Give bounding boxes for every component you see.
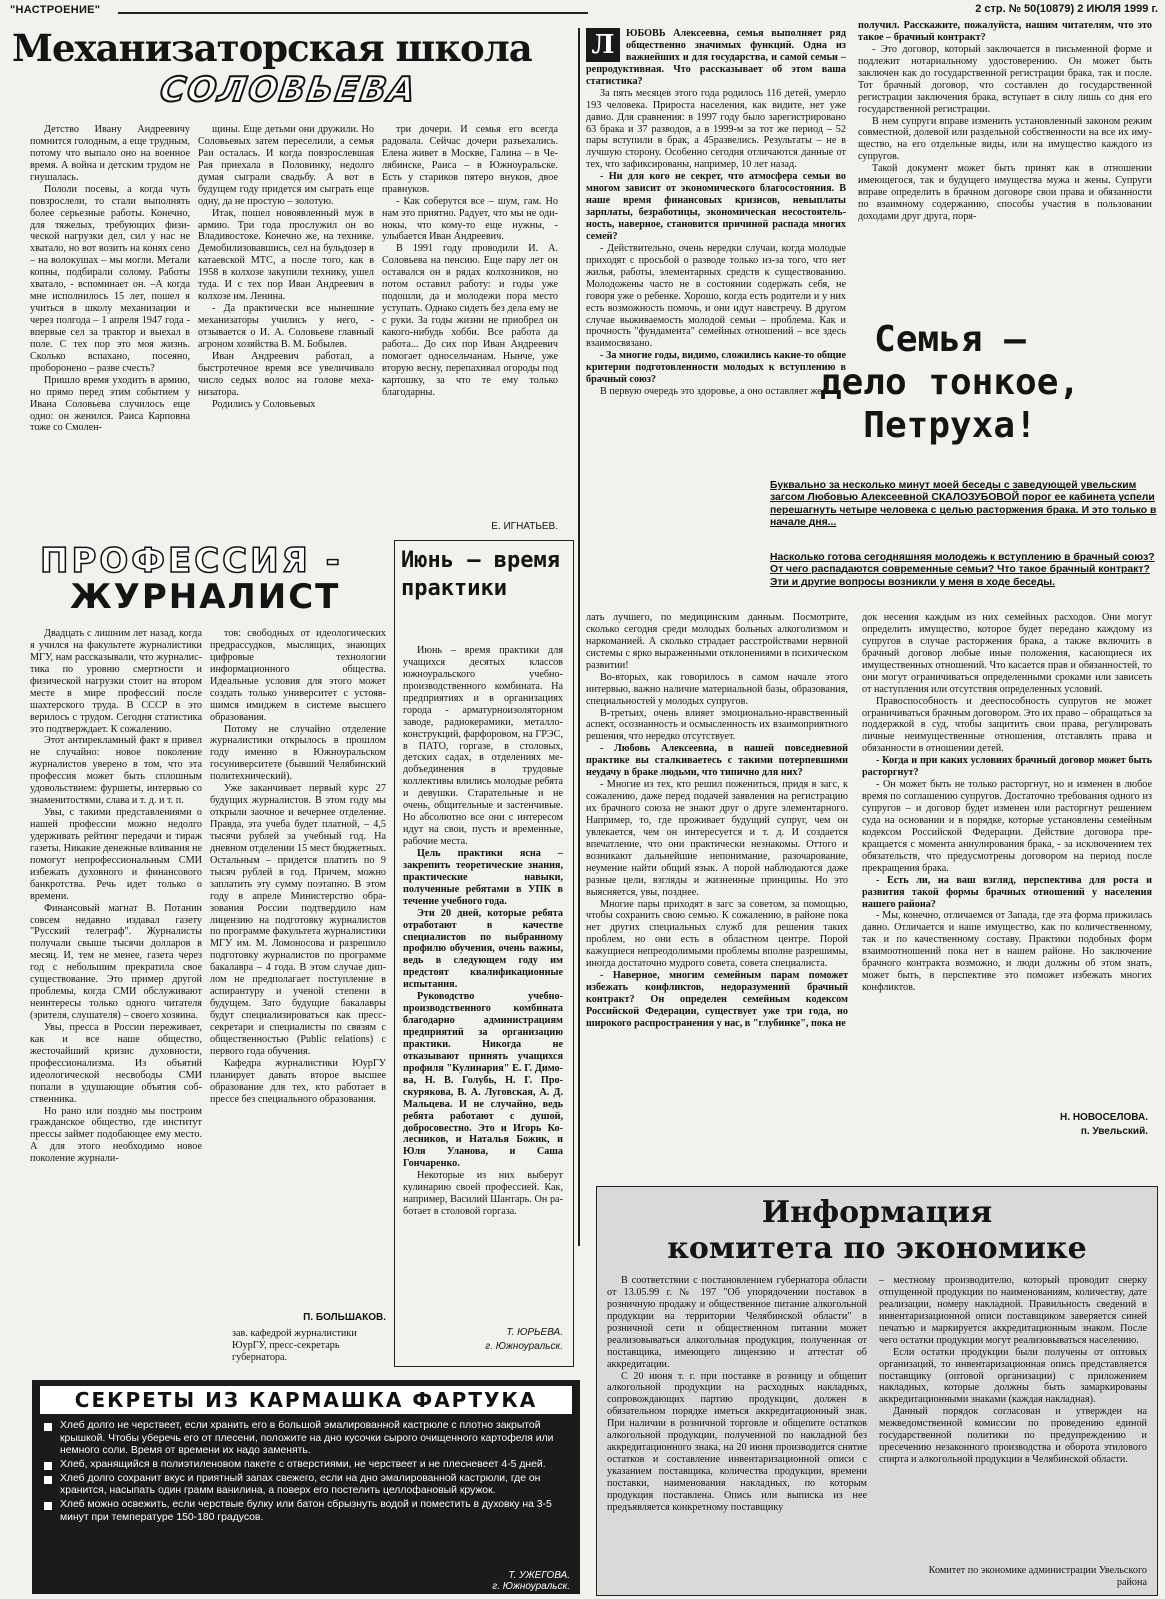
paragraph: В соответствии с постановлением губернатора области от 13.05.99 г. № 197 "Об упорядочении поставок в розничную продажу и общественное питание алкогольной продукции на территории Челябинской области" в розничной сети и общественном питании может реализовываться алкогольная продукция, полученная от поставщика, имеющего лицензию и аттестат об аккредитации. bbox=[607, 1275, 867, 1370]
apron-tips-list bbox=[42, 1420, 570, 1570]
paragraph: Итак, пошел новоявленный муж в армию. Три года прослужил он во Владивостоке. Конечно же, на технике. Демобилизовавшись, сел на бульдозер в катаевской МТС, а после того, как в 1958 в колхозе закупили технику, ушел туда. И с тех пор Иван Андреевич в колхозе им. Ленина. bbox=[198, 207, 374, 303]
family-column-1b bbox=[586, 612, 848, 1130]
journalist-title-bottom: ЖУРНАЛИСТ bbox=[70, 577, 341, 617]
paragraph: - Да практически все нынешние механизаторы учились у него, - отзывается о И. А. Соловьеве главный агроном хозяйства В. М. Бобылев. bbox=[198, 303, 374, 350]
paragraph: - Это договор, который заключается в письменной форме и подлежит нотариальному удостоверению. Он может быть заключен как до государственной регистрации брака, так и после. Тот брачный договор, что составлен до государственной регистрации заключения брака, вступает в силу лишь со дня его государственной регистрации. bbox=[858, 43, 1152, 115]
economy-box bbox=[596, 1186, 1158, 1596]
paragraph: - Есть ли, на ваш взгляд, перспектива для роста и развития такой формы брачных отношений у населения нашего района? bbox=[862, 874, 1152, 910]
paragraph: - Любовь Алексеевна, в нашей повседневной практике вы сталкиваетесь с такими потерпевшими неудачу в браке людьми, что типично для них? bbox=[586, 743, 848, 779]
drop-cap: Л bbox=[586, 28, 620, 62]
paragraph: - Он может быть не только расторгнут, но и изменен в любое время по соглашению супругов. Достаточно требования одного из супругов – и договор будет изменен или расторгнут решением суда на основании и в порядке, которые установлены семейным кодексом Российской Федерации. Действие договора прекращается с момента аннулирования брака, - за исключением тех обязательств, что предусмотрены договором на период после прекращения брака. bbox=[862, 779, 1152, 874]
paragraph: В первую очередь это здоровье, а оно оставляет же- bbox=[600, 386, 826, 398]
paragraph: тов: свободных от идеологических предрассудков, мыслящих, знающих цифровые технологии информационного общества. Идеальные условия для этого может создать только университет с устоявшимся имиджем в системе высшего образования. bbox=[210, 628, 386, 723]
paragraph: Данный порядок согласован и утвержден на межведомственной комиссии по проведению единой государственной политики по предупреждению и пресечению незаконного производства и оборота этилового спирта и алкогольной продукции в Челябинской области. bbox=[879, 1406, 1147, 1466]
paragraph: Цель практики ясна – закрепить теоретические знания, практические навыки, полученные ребятами в УПК в течение учебного года. bbox=[403, 847, 563, 907]
header-rule bbox=[118, 12, 588, 14]
family-byline: Н. НОВОСЕЛОВА. bbox=[1060, 1112, 1148, 1123]
list-item: Хлеб можно освежить, если черствые булку или батон сбрызнуть водой и поместить в духовку на 3-5 минут при температуре 150-180 градусов. bbox=[42, 1499, 570, 1524]
june-byline: Т. ЮРЬЕВА. bbox=[506, 1327, 563, 1338]
journalist-byline-position: зав. кафедрой журналистики ЮурГУ, пресс-секретарь губернатора. bbox=[232, 1328, 357, 1364]
paragraph: - За многие годы, видимо, сложились какие-то общие критерии подготовленности молодых к вступлению в брачный союз? bbox=[586, 350, 846, 386]
paragraph: получил. Расскажите, пожалуйста, нашим читателям, что это такое – брачный контракт? bbox=[858, 20, 1152, 43]
school-column-2 bbox=[198, 124, 374, 536]
school-title: Механизаторская школа bbox=[12, 30, 532, 70]
paragraph: Увы, пресса в России переживает, как и все наше общество, жесточайший кризис духовности, профессионализма. Из объятий идеологической несвободы СМИ попали в удушающие объятия собственника. bbox=[30, 1021, 202, 1105]
paragraph: - Когда и при каких условиях брачный договор может быть расторгнут? bbox=[862, 755, 1152, 779]
apron-tips-byline: Т. УЖЕГОВА. bbox=[508, 1570, 570, 1581]
paragraph: - Как соберутся все – шум, гам. Но нам это приятно. Радует, что мы не одинокы, что кому-то еще нужны, - улыбается Иван Андреевич. bbox=[382, 195, 558, 243]
paragraph: Во-вторых, как говорилось в самом начале этого интервью, важно наличие материальной базы, образования, специальностей у молодых супругов. bbox=[586, 671, 848, 707]
paragraph: Руководство учебнопроизводственного комбината благодарно администрациям предприятий за организацию практики. Никогда не отказывают принять учащихся профиля "Кулинария" Е. Г. Димова, Н. В. Голубь, Н. Г. Проскурякова, В. А. Луговская, А. Д. Мальцева. И не случайно, ведь ребята работают с душой, добросовестно. Это и Игорь Колесников, и Наталья Божик, и Юля Уланова, и Саша Гончаренко. bbox=[403, 991, 563, 1170]
family-column-2b bbox=[862, 612, 1152, 1108]
headline-line: Семья – bbox=[874, 319, 1026, 360]
economy-column-1 bbox=[607, 1275, 867, 1587]
june-body bbox=[403, 645, 563, 1321]
list-item: Хлеб долго не черствеет, если хранить его в большой эмалированной кастрюле с плотно закрытой крышкой. Чтобы уберечь его от плесени, положите на дно кусочки сырого очищенного картофеля или немного соли. Время от времени их надо заменять. bbox=[42, 1420, 570, 1458]
paragraph: - Действительно, очень нередки случаи, когда молодые приходят с просьбой о разводе только из-за того, что нет жилья, работы, элементарных средств к существованию. Молодожены часто не в состоянии содержать себя, не говоря уже о ребенке. Хорошо, когда есть родители и у них есть возможность помочь, и они идут навстречу. В другом случае выживаемость молодой семьи – проблема. Как и прочность "фундамента" семейных отношений – все здесь взаимосвязано. bbox=[586, 242, 846, 350]
paragraph: Этот антирекламный факт я привел не случайно: новое поколение журналистов уверено в том, что эта профессия может быть сплошным удовольствием: фуршеты, интервью со знаменитостями, слава и т. д. и т. п. bbox=[30, 735, 202, 807]
school-byline: Е. ИГНАТЬЕВ. bbox=[491, 521, 558, 532]
paragraph: В 1991 году проводили И. А. Соловьева на пенсию. Еще пару лет он оставался он в рядах колхозников, но потом оставил работу: и годы уже подошли, да и молодежи пора место уступать. Однако сидеть без дела ему не с руки. За годы жизни не приобрел он какого-нибудь хобби. Все работа да работа... До сих пор Иван Андреевич помогает односельчанам. Нынче, уже вторую весну, перепахивал огороды под картошку, за что те ему только благодарны. bbox=[382, 243, 558, 398]
journalist-byline: П. БОЛЬШАКОВ. bbox=[303, 1312, 386, 1323]
paragraph: В-третьих, очень влияет эмоционально-нравственный аспект, осознанность и осмысленность их взаимоприятного решения, что нередко отсутствует. bbox=[586, 707, 848, 743]
paragraph: док несения каждым из них семейных расходов. Они могут определить имущество, которое будет передано каждому из супругов в случае расторжения брака, а также включить в брачный договор любые иные положения, касающиеся их имущественных отношений. Что касается прав и обязанностей, то они могут ограничиваться определенными сроками или зависеть от наступления или отсутствия определенных условий. bbox=[862, 612, 1152, 695]
paragraph: Потому не случайно отделение журналистики открылось в прошлом году именно в Южноуральском госуниверситете (бывший Челябинский политехнический). bbox=[210, 723, 386, 783]
paragraph: Пришло время уходить в армию, но прямо перед этим событием у Ивана Соловьева случилось еще одно: он женился. Раиса Карповна тоже со Смолен- bbox=[30, 374, 190, 434]
paragraph: ЮБОВЬ Алексеевна, семья выполняет ряд общественно значимых функций. Одна из важнейших и для государства, и самой семьи – репродуктивная. Что рассказывает об этом ваша статистика? bbox=[586, 28, 846, 87]
paragraph: - Многие из тех, кто решил пожениться, придя в загс, к сожалению, даже перед подачей заявления на регистрацию их брачного союза не знают друг о друге элементарного. Например, то, где проживает будущий супруг, чем он увлекается, чем он интересуется и т. д. И создается впечатление, что они практически незнакомы. Оттого и возникают дальнейшие непонимание, разочарование, неумение найти общий язык. А порой наблюдаются даже разные цели, взгляды и жизненные принципы. Но это выясняется, увы, позднее. bbox=[586, 779, 848, 898]
paragraph: Такой документ может быть принят как в отношении имеющегося, так и будущего имущества мужа и жены. Супруги вправе определить в брачном договоре свои права и обязанности по взаимному содержанию, способы участия в пользовании доходами друг друга, поря- bbox=[858, 163, 1152, 222]
section-kicker: "НАСТРОЕНИЕ" bbox=[10, 4, 101, 16]
list-item: Хлеб, хранящийся в полиэтиленовом пакете с отверстиями, не черствеет и не плесневеет 4-5 дней. bbox=[42, 1459, 570, 1472]
school-subtitle: СОЛОВЬЕВА bbox=[157, 70, 420, 110]
paragraph: - Наверное, многим семейным парам поможет избежать конфликтов, недоразумений брачный контракт? Он определен семейным кодексом Российской Федерации, существует уже три года, но широкого распространения у нас, в "глубинке", пока не bbox=[586, 970, 848, 1029]
june-box bbox=[394, 540, 574, 1367]
apron-tips-byline-place: г. Южноуральск. bbox=[492, 1581, 570, 1592]
paragraph: щины. Еще детьми они дружили. Но Соловьевых затем переселили, а семья Раи осталась. И когда повзрослевшая Рая приехала в Половинку, недолго думая сыграли свадьбу. А вот в будущем году придется им сыграть еще одну, да не простую – золотую. bbox=[198, 124, 374, 207]
economy-column-2 bbox=[879, 1275, 1147, 1565]
family-column-2 bbox=[858, 20, 1152, 320]
economy-byline: Комитет по экономике администрации Увельского района bbox=[928, 1565, 1147, 1589]
paragraph: Кафедра журналистики ЮурГУ планирует давать второе высшее образование для тех, кто работает в прессе без специального образования. bbox=[210, 1057, 386, 1105]
paragraph: Если остатки продукции были получены от оптовых организаций, то инвентаризационная опись представляется поставщику (оптовой организации) с приложением накладных, которые должны быть замаркированы аккредитационными знаками (каждая накладная). bbox=[879, 1346, 1147, 1406]
list-item: Хлеб долго сохранит вкус и приятный запах свежего, если на дно эмалированной кастрюли, где он хранится, насыпать один грамм ванилина, а поверх его постелить целлофановый кружок. bbox=[42, 1473, 570, 1498]
paragraph: Но рано или поздно мы построим гражданское общество, где институт прессы займет подобающее ему место. А для этого необходимо новое поколение журнали- bbox=[30, 1105, 202, 1165]
paragraph: Увы, с такими представлениями о нашей профессии можно недолго удерживать рейтинг передачи и тираж газеты. Никакие денежные вливания не помогут непрофессиональным СМИ избежать духовного и финансового банкротства. Речь идет только о времени. bbox=[30, 807, 202, 902]
paragraph: С 20 июня т. г. при поставке в розницу и общепит алкогольной продукции на расходных накладных, сопровождающих партию продукции, должен в обязательном порядке иметься аккредитационный знак. При наличии в розничной торговле и общепите остатков алкогольной продукции, полученной по накладной без аккредитационного знака, на 20 июня производится снятие остатков и составление инвентаризационной описи с указанием поставщика, количества продукции, времени поставки, наименования накладных, по которым продукция поставлена. Опись или выписка из нее предъявляется конкретному поставщику bbox=[607, 1370, 867, 1513]
paragraph: Финансовый магнат В. Потанин совсем недавно издавал газету "Русский телеграф". Журналисты получали свыше тысячи долларов в месяц. И, тем не менее, газета через год с небольшим прекратила свое существование. Это пример другой проблемы, когда СМИ обслуживают неинтересы только одного читателя (зрителя, слушателя) – своего хозяина. bbox=[30, 902, 202, 1021]
headline-line: Петруха! bbox=[863, 405, 1037, 447]
economy-subtitle: комитета по экономике bbox=[667, 1231, 1087, 1266]
june-title: Июнь – время практики bbox=[401, 548, 560, 601]
june-byline-place: г. Южноуральск. bbox=[485, 1341, 563, 1352]
paragraph: Уже заканчивает первый курс 27 будущих журналистов. В этом году мы открыли заочное и вечернее отделение. Правда, эта учеба будет платной, – 4,5 тысячи рублей за учебный год. На дневном отделении 15 мест бюджетных. Остальным – придется платить по 9 тысяч рублей в год. Причем, можно заплатить эту сумму поэтапно. В этом году в апреле Министерство образования России подтвердило нам лицензию на подготовку журналистов по программе факультета журналистики МГУ им. М. Ломоносова и разрешило подготовку журналистов по программе бакалавра – 4 года. В этом случае диплом не предполагает поступление в аспирантуру и ученой степени в будущем. Зато будущие бакалавры будут специализироваться как пресссекретари и специалисты по связям с общественностью (Public relations) с первого года обучения. bbox=[210, 783, 386, 1057]
paragraph: Иван Андреевич работал, а быстротечное время все увеличивало число седых волос на голове механизатора. bbox=[198, 350, 374, 398]
paragraph: – местному производителю, который проводит сверку отпущенной продукции по наименованиям, количеству, дате реализации, номеру накладной. Правильность сведений в инвентаризационной описи поставщиком заверяется синей печатью и маркируется аккредитационным знаком. После чего остатки продукции могут реализовываться населению. bbox=[879, 1275, 1147, 1346]
apron-tips-box bbox=[32, 1380, 580, 1594]
paragraph: Правоспособность и дееспособность супругов не может ограничиваться брачным договором. Это их право – обращаться за поддержкой в суд, чтобы защитить свои права, регулировать личные неимущественные отношения, отставлять права и обязанности в отношении детей. bbox=[862, 695, 1152, 755]
column-divider bbox=[578, 28, 580, 1246]
paragraph: Некоторые из них выберут кулинарию своей профессией. Как, например, Василий Шантарь. Он работает в столовой горгаза. bbox=[403, 1170, 563, 1218]
paragraph: Эти 20 дней, которые ребята отработают в качестве специалистов по выбранному профилю обучения, очень важны, ведь в следующем году им предстоят квалификационные испытания. bbox=[403, 907, 563, 991]
journalist-column-1 bbox=[30, 628, 202, 1368]
paragraph: Детство Ивану Андреевичу помнится голодным, а еще трудным, потому что выпало оно на военное время. А война и детским трудом не гнушалась. bbox=[30, 124, 190, 183]
journalist-title-top: ПРОФЕССИЯ - bbox=[40, 541, 343, 581]
family-headline bbox=[740, 318, 1160, 468]
economy-title: Информация bbox=[761, 1195, 993, 1230]
paragraph: Двадцать с лишним лет назад, когда я учился на факультете журналистики МГУ, нам рассказывали, что журналистика по уровню смертности и физической нагрузки стоит на втором месте в мире профессий после шахтерского труда. В СССР в это верилось с трудом. Сегодня статистика это подтверждает. К сожалению. bbox=[30, 628, 202, 735]
paragraph: три дочери. И семья его всегда радовала. Сейчас дочери разъехались. Елена живет в Москве, Галина – в Челябинске, Раиса – в Южноуральске. Есть у стариков пятеро внуков, двое правнуков. bbox=[382, 124, 558, 195]
journalist-column-2 bbox=[210, 628, 386, 1268]
school-column-1 bbox=[30, 124, 190, 536]
family-lead-1: Буквально за несколько минут моей беседы с заведующей увельским загсом Любовью Алексеевной СКАЛОЗУБОВОЙ порог ее кабинета успели перешагнуть четыре человека с целью расторжения брака. И это только в начале дня... bbox=[770, 480, 1157, 529]
paragraph: Июнь – время практики для учащихся десятых классов южноуральского учебно-производственного комбината. На предприятиях и в организациях города - арматурноизоляторном заводе, радиокерамики, металлоконструкций, фарфоровом, на ГРЭС, в ПАТО, горгазе, в столовых, детских садах, в отделениях медобъединения в трудовые коллективы влились молодые ребята и девушки. Старательные и не очень, общительные и застенчивые. Но абсолютно все они с интересом идут на свои, пусть и временные, рабочие места. bbox=[403, 645, 563, 847]
paragraph: Пололи посевы, а когда чуть повзрослели, то стали выполнять более серьезные работы. Конечно, для тяжелых, требующих физической нагрузки дел, сил у нас не хватало, но вот возить на конях сено – на волокушах – мы могли. Метали копны, подбирали солому. Работы хватало, - вспоминает он. –А когда мне исполнилось 15 лет, пошел я учиться в школу механизации и через полгода – 1 апреля 1947 года - впервые сел за трактор и выехал в поле. С тех пор это моя жизнь. Сколько вспахано, посеяно, проборонено – разве счесть? bbox=[30, 183, 190, 374]
paragraph: В нем супруги вправе изменить установленный законом режим совместной, долевой или раздельной собственности на все их имущество, на его отдельные виды, или на имущество каждого из супругов. bbox=[858, 115, 1152, 163]
family-byline-place: п. Увельский. bbox=[1080, 1126, 1148, 1137]
headline-line: дело тонкое, bbox=[819, 362, 1081, 404]
apron-tips-title: СЕКРЕТЫ ИЗ КАРМАШКА ФАРТУКА bbox=[40, 1386, 572, 1414]
paragraph: - Мы, конечно, отличаемся от Запада, где эта форма прижилась давно. Отличается и наше имущество, как по количественному, так и по качественному составу. Практики подобных форм взаимоотношений пока нет в нашем районе. Но заключение брачного контракта возможно, и люди должны об этом знать, может быть, в перспективе это поможет избежать многих конфликтов. bbox=[862, 910, 1152, 994]
issue-folio: 2 стр. № 50(10879) 2 ИЮЛЯ 1999 г. bbox=[975, 3, 1158, 15]
paragraph: Многие пары приходят в загс за советом, за помощью, чтобы сохранить свою семью. К сожалению, в районе пока нет других специальных служб для решения таких проблем, но они есть в областном центре. Порой кажущиеся непреодолимыми проблемы вполне разрешимы, иногда достаточно мудрого совета, совета специалиста. bbox=[586, 898, 848, 970]
paragraph: Родились у Соловьевых bbox=[212, 398, 316, 410]
paragraph: лать лучшего, по медицинским данным. Посмотрите, сколько сегодня среди молодых больных алкоголизмом и наркоманией. А сколько страдает расстройствами нервной системы с ярко выраженными отклонениями в психическом развитии! bbox=[586, 612, 848, 671]
paragraph: - Ни для кого не секрет, что атмосфера семьи во многом зависит от экономического благосостояния. В наше время финансовых кризисов, невыплаты зарплаты, безработицы, экономическая несостоятельность, наверное, становится причиной распада многих семей? bbox=[586, 171, 846, 242]
school-column-3 bbox=[382, 124, 558, 520]
paragraph: За пять месяцев этого года родилось 116 детей, умерло 193 человека. Прироста населения, как видите, нет уже давно. Для сравнения: в 1997 году было зарегистрировано 63 брака и 37 разводов, а в 1999-м за тот же период – 52 пары вступили в брак, а 45развелись. Результаты – не в лучшую сторону. Особенно сегодня отличаются данные от тех, что зафиксированы, например, 10 лет назад. bbox=[586, 87, 846, 171]
family-lead-2: Насколько готова сегодняшняя молодежь к вступлению в брачный союз? От чего распадаются современные семьи? Что такое брачный контракт? Эти и другие вопросы возникли у меня в ходе беседы. bbox=[770, 552, 1155, 588]
